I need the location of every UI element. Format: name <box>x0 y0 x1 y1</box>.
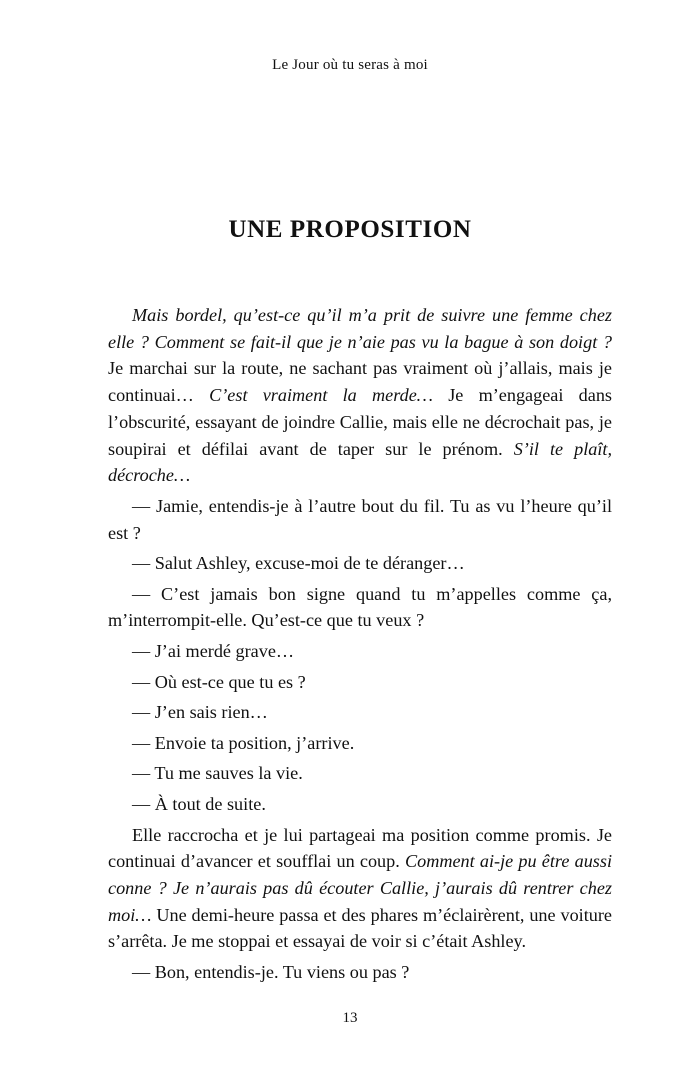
dialogue-line: — Où est-ce que tu es ? <box>132 671 306 692</box>
paragraph <box>108 302 612 489</box>
text-run: Elle raccrocha et je lui partageai ma position comme promis. Je continuai d’avancer et soufflai un coup. <box>108 824 612 872</box>
text-run: Une demi-heure passa et des phares m’éclairèrent, une voiture s’arrêta. Je me stoppai et essayai de voir si c’était Ashley. <box>108 904 612 952</box>
italic-text: Mais bordel, qu’est-ce qu’il m’a prit de suivre une femme chez elle ? Comment se fait-il que je n’aie pas vu la bague à son doigt ? <box>108 305 612 352</box>
dialogue-line: — Jamie, entendis-je à l’autre bout du fil. Tu as vu l’heure qu’il est ? <box>108 495 612 543</box>
italic-text: Comment ai-je pu être aussi conne ? Je n’aurais pas dû écouter Callie, j’aurais dû rentrer chez moi… <box>108 851 612 925</box>
dialogue-line: — Bon, entendis-je. Tu viens ou pas ? <box>132 961 410 982</box>
dialogue-line: — Salut Ashley, excuse-moi de te déranger… <box>132 553 465 574</box>
paragraph <box>108 822 612 956</box>
dialogue-line: — À tout de suite. <box>132 793 266 814</box>
dialogue-line: — Envoie ta position, j’arrive. <box>132 732 355 753</box>
dialogue-line: — J’en sais rien… <box>132 702 268 723</box>
italic-text: C’est vraiment la merde… <box>209 385 433 406</box>
text-run: Je marchai sur la route, ne sachant pas vraiment où j’allais, mais je continuai… <box>108 358 612 406</box>
italic-text: S’il te plaît, décroche… <box>108 438 612 486</box>
text-run: Je m’engageai dans l’obscurité, essayant de joindre Callie, mais elle ne décrochait pas, je soupirai et défilai avant de taper sur le prénom. <box>108 385 612 459</box>
chapter-body <box>108 302 612 986</box>
running-header: Le Jour où tu seras à moi <box>272 57 428 73</box>
dialogue-line: — Tu me sauves la vie. <box>132 763 303 784</box>
page-number: 13 <box>342 1010 358 1026</box>
dialogue-line: — J’ai merdé grave… <box>132 641 295 661</box>
chapter-title: UNE PROPOSITION <box>228 216 472 243</box>
dialogue-line: — C’est jamais bon signe quand tu m’appelles comme ça, m’interrompit-elle. Qu’est-ce que tu veux ? <box>108 583 612 631</box>
